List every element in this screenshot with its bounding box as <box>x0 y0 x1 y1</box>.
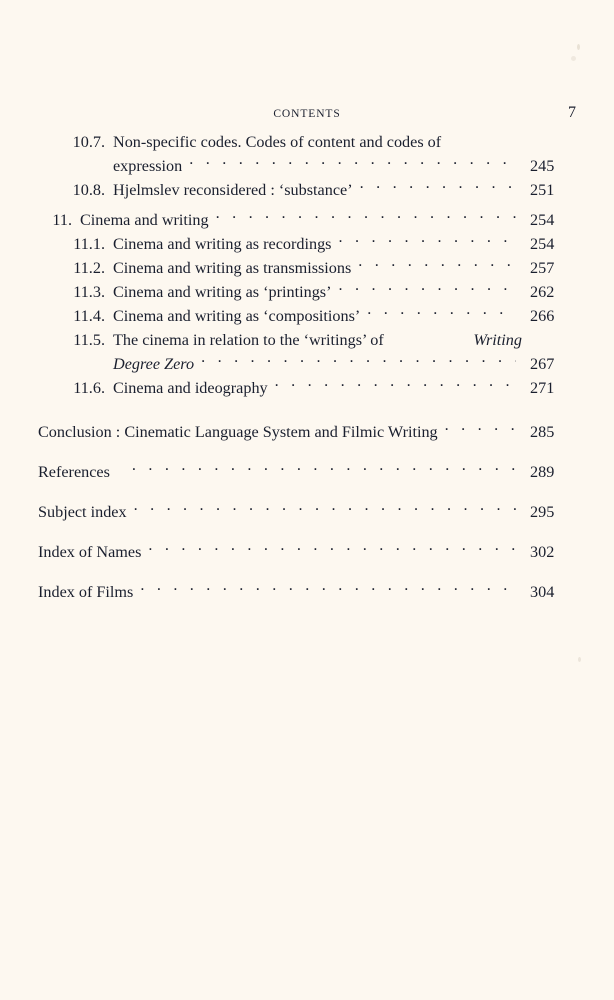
dot-leader <box>338 233 516 249</box>
toc-entry-text: Non-specific codes. Codes of content and codes of <box>113 133 442 151</box>
toc-entry-text: Index of Films <box>38 583 134 601</box>
toc-entry-text: Cinema and writing as recordings <box>113 235 332 253</box>
toc-entry-text: Cinema and writing <box>80 211 209 229</box>
toc-entry-title-italic: Degree Zero <box>113 355 195 373</box>
dot-leader <box>275 377 516 393</box>
toc-entry-text: The cinema in relation to the ‘writings’ of <box>113 331 384 349</box>
toc-entry-text: Index of Names <box>38 543 142 561</box>
dot-leader <box>445 421 516 437</box>
toc-entry-text: Hjelmslev reconsidered : ‘substance’ <box>113 181 353 199</box>
toc-entry-page: 271 <box>530 379 555 397</box>
scan-speck <box>578 657 581 662</box>
toc-entry-number: 11.4. <box>73 307 105 325</box>
toc-entry-page: 266 <box>530 307 555 325</box>
toc-entry-continuation[interactable] <box>38 352 576 376</box>
toc-entry-number: 11.6. <box>73 379 105 397</box>
dot-leader <box>132 461 516 477</box>
page-number: 7 <box>568 104 576 121</box>
toc-entry-page: 289 <box>530 463 555 481</box>
toc-entry-page: 262 <box>530 283 555 301</box>
toc-entry[interactable] <box>38 328 576 352</box>
toc-entry-number: 11.5. <box>73 331 105 349</box>
scan-speck <box>571 56 576 61</box>
toc-entry-page: 304 <box>530 583 555 601</box>
toc-entry-text: Subject index <box>38 503 127 521</box>
toc-entry-number: 10.8. <box>72 181 105 199</box>
dot-leader <box>148 541 516 557</box>
toc-entry[interactable] <box>38 178 576 202</box>
dot-leader <box>216 209 516 225</box>
dot-leader <box>339 281 517 297</box>
toc-entry-page: 302 <box>530 543 555 561</box>
toc-entry-page: 295 <box>530 503 555 521</box>
toc-entry-title-italic: Writing <box>473 331 522 349</box>
toc-entry-text: References <box>38 463 110 481</box>
toc-entry[interactable] <box>38 130 576 154</box>
toc-entry-number: 11.2. <box>73 259 105 277</box>
toc-entry-conclusion[interactable] <box>38 420 576 444</box>
running-head-title: CONTENTS <box>273 108 341 120</box>
toc-entry-index-of-names[interactable] <box>38 540 576 564</box>
toc-entry-label <box>113 328 522 352</box>
toc-entry-index-of-films[interactable] <box>38 580 576 604</box>
toc-entry-text: Cinema and writing as ‘compositions’ <box>113 307 361 325</box>
toc-entry[interactable] <box>38 256 576 280</box>
scan-speck <box>577 44 580 50</box>
toc-entry-page: 254 <box>530 211 555 229</box>
toc-entry-text: expression <box>113 157 183 175</box>
toc-entry-number: 11. <box>52 211 72 229</box>
dot-leader <box>358 257 516 273</box>
toc-entry-page: 257 <box>530 259 555 277</box>
table-of-contents <box>38 130 576 604</box>
toc-entry[interactable] <box>38 280 576 304</box>
toc-entry[interactable] <box>38 232 576 256</box>
dot-leader <box>189 155 516 171</box>
toc-entry-text: Cinema and writing as ‘printings’ <box>113 283 332 301</box>
toc-entry-text: Conclusion : Cinematic Language System and Filmic Writing <box>38 423 438 441</box>
toc-entry-references[interactable] <box>38 460 576 484</box>
toc-entry-text: Cinema and writing as transmissions <box>113 259 352 277</box>
toc-entry-page: 267 <box>530 355 555 373</box>
toc-entry[interactable] <box>38 304 576 328</box>
dot-leader <box>360 179 516 195</box>
toc-entry-number: 10.7. <box>72 133 105 151</box>
toc-entry-label <box>113 130 522 154</box>
dot-leader <box>201 353 516 369</box>
toc-entry-page: 251 <box>530 181 555 199</box>
dot-leader <box>140 581 516 597</box>
toc-entry-subject-index[interactable] <box>38 500 576 524</box>
running-head <box>38 104 576 126</box>
toc-entry-page: 245 <box>530 157 555 175</box>
toc-entry-continuation[interactable] <box>38 154 576 178</box>
toc-entry-page: 285 <box>530 423 555 441</box>
dot-leader <box>134 501 516 517</box>
toc-entry-text: Cinema and ideography <box>113 379 268 397</box>
toc-entry-page: 254 <box>530 235 555 253</box>
toc-entry-number: 11.3. <box>73 283 105 301</box>
dot-leader <box>367 305 516 321</box>
toc-entry-chapter[interactable] <box>38 208 576 232</box>
toc-entry-number: 11.1. <box>73 235 105 253</box>
toc-entry[interactable] <box>38 376 576 400</box>
